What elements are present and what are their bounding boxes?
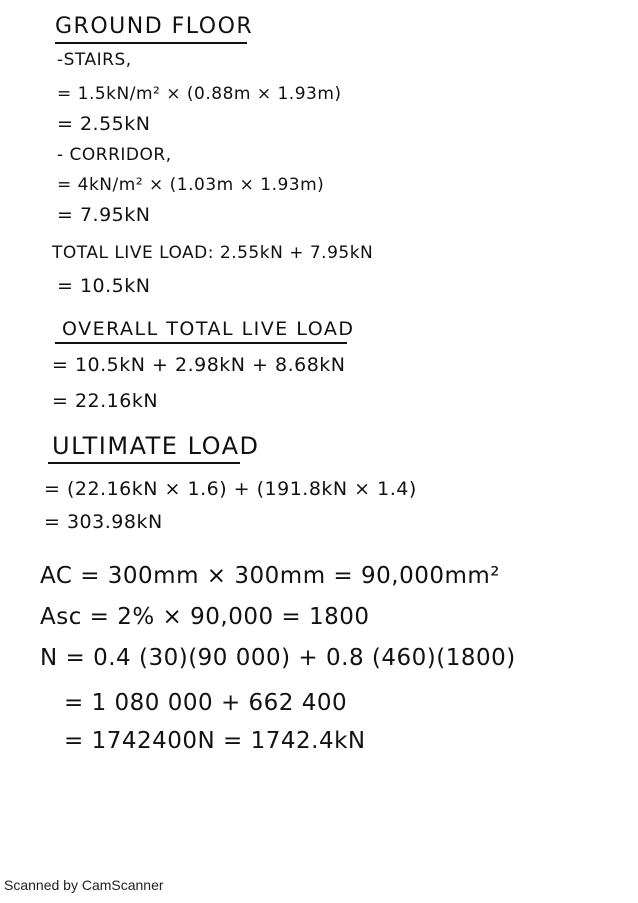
- corridor-result: = 7.95kN: [57, 204, 151, 226]
- corridor-label: - CORRIDOR,: [57, 145, 172, 165]
- total-live-load-result: = 10.5kN: [57, 275, 151, 297]
- ultimate-load-heading: ULTIMATE LOAD: [52, 432, 260, 460]
- ground-floor-heading: GROUND FLOOR: [55, 14, 254, 39]
- overall-total-result: = 22.16kN: [52, 390, 159, 412]
- ultimate-load-underline: [48, 462, 240, 464]
- overall-total-underline: [55, 342, 347, 344]
- n-result: = 1742400N = 1742.4kN: [64, 728, 366, 754]
- total-live-load: TOTAL LIVE LOAD: 2.55kN + 7.95kN: [52, 243, 374, 263]
- asc-calculation: Asc = 2% × 90,000 = 1800: [40, 604, 370, 630]
- overall-total-sum: = 10.5kN + 2.98kN + 8.68kN: [52, 354, 346, 376]
- ac-calculation: AC = 300mm × 300mm = 90,000mm²: [40, 563, 500, 589]
- stairs-label: -STAIRS,: [57, 50, 132, 70]
- scanner-watermark: Scanned by CamScanner: [4, 877, 164, 893]
- stairs-formula: = 1.5kN/m² × (0.88m × 1.93m): [57, 84, 342, 104]
- corridor-formula: = 4kN/m² × (1.03m × 1.93m): [57, 175, 325, 195]
- stairs-result: = 2.55kN: [57, 113, 151, 135]
- ultimate-load-formula: = (22.16kN × 1.6) + (191.8kN × 1.4): [44, 478, 417, 500]
- ultimate-load-result: = 303.98kN: [44, 511, 163, 533]
- n-sum: = 1 080 000 + 662 400: [64, 690, 348, 716]
- n-formula: N = 0.4 (30)(90 000) + 0.8 (460)(1800): [40, 645, 516, 671]
- ground-floor-underline: [55, 42, 247, 44]
- overall-total-heading: OVERALL TOTAL LIVE LOAD: [62, 318, 355, 340]
